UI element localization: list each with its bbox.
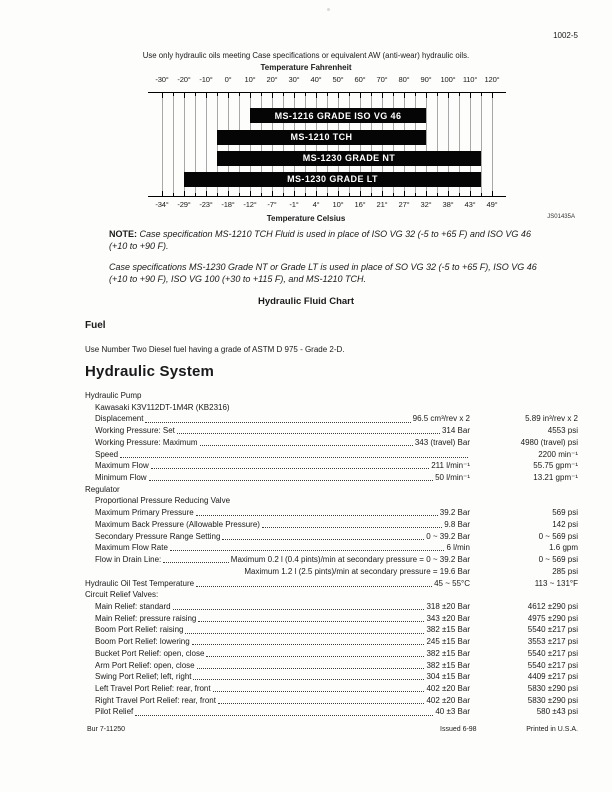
axis-tick: [437, 193, 438, 196]
axis-tick: [206, 93, 207, 98]
axis-tick: [404, 191, 405, 196]
spec-label: Circuit Relief Valves:: [85, 590, 159, 600]
spec-row: [85, 624, 578, 636]
spec-label: Secondary Pressure Range Setting: [95, 531, 221, 541]
spec-leader-dots: [198, 613, 424, 622]
axis-tick: [470, 191, 471, 196]
fahrenheit-tick-label: 20°: [266, 75, 278, 84]
spec-imperial-value: 0 ~ 569 psi: [538, 531, 578, 541]
fluid-range-bar: [217, 151, 481, 166]
axis-tick: [228, 93, 229, 98]
chart-intro-text: Use only hydraulic oils meeting Case specifications or equivalent AW (anti-wear) hydraulic oils.: [142, 51, 470, 60]
fahrenheit-tick-label: 60°: [354, 75, 366, 84]
fahrenheit-tick-label: -30°: [155, 75, 169, 84]
axis-tick: [327, 93, 328, 96]
axis-tick: [459, 193, 460, 196]
spec-label: Flow in Drain Line:: [95, 555, 162, 565]
axis-tick: [371, 93, 372, 96]
axis-tick: [283, 193, 284, 196]
note-paragraph-2: [109, 262, 541, 285]
axis-tick: [217, 193, 218, 196]
spec-metric-value: 45 ~ 55°C: [434, 578, 470, 588]
fluid-range-bar-label: MS-1230 GRADE LT: [287, 174, 378, 184]
fluid-range-bar: [217, 130, 426, 145]
spec-row: [85, 578, 578, 590]
hydraulic-system-heading: Hydraulic System: [85, 363, 215, 380]
axis-tick: [294, 191, 295, 196]
spec-leader-dots: [151, 460, 429, 469]
fuel-body-text: Use Number Two Diesel fuel having a grade of ASTM D 975 - Grade 2-D.: [85, 345, 345, 354]
spec-metric-value: 304 ±15 Bar: [426, 672, 470, 682]
note-text: Case specifications MS-1230 Grade NT or Grade LT is used in place of SO VG 32 (-5 to +65 F), ISO VG 46 (+10 to +90 F), ISO VG 100 (+30 to +115 F), and MS-1210 TCH.: [109, 262, 537, 284]
figure-code: JS01435A: [547, 214, 575, 220]
spec-leader-space: [97, 566, 242, 578]
celsius-tick-label: -18°: [221, 200, 235, 209]
spec-label: Arm Port Relief: open, close: [95, 660, 195, 670]
spec-row: [85, 425, 578, 437]
spec-imperial-value: 142 psi: [552, 519, 578, 529]
axis-tick: [426, 191, 427, 196]
spec-metric-value: 0 ~ 39.2 Bar: [426, 531, 470, 541]
spec-imperial-value: 0 ~ 569 psi: [538, 555, 578, 565]
axis-tick: [228, 191, 229, 196]
spec-imperial-value: 5540 ±217 psi: [527, 625, 578, 635]
spec-imperial-value: 1.6 gpm: [549, 543, 578, 553]
spec-leader-dots: [196, 578, 432, 587]
spec-leader-dots: [135, 706, 433, 715]
spec-leader-dots: [213, 683, 425, 692]
axis-tick: [305, 93, 306, 96]
spec-label: Maximum Back Pressure (Allowable Pressure): [95, 519, 260, 529]
axis-tick: [261, 193, 262, 196]
spec-row: [85, 683, 578, 695]
axis-tick: [206, 191, 207, 196]
spec-metric-value: 343 (travel) Bar: [414, 437, 470, 447]
axis-tick: [239, 93, 240, 96]
axis-tick: [250, 93, 251, 98]
spec-leader-dots: [145, 413, 410, 422]
spec-imperial-value: 4975 ±290 psi: [527, 613, 578, 623]
spec-leader-dots: [193, 671, 424, 680]
spec-label: Regulator: [85, 484, 120, 494]
fahrenheit-tick-label: 10°: [244, 75, 256, 84]
spec-leader-dots: [196, 507, 438, 516]
fluid-range-bar: [184, 172, 481, 187]
spec-row: [85, 402, 578, 414]
spec-imperial-value: 4409 ±217 psi: [527, 672, 578, 682]
spec-row: [85, 695, 578, 707]
spec-rows: [85, 390, 578, 718]
celsius-tick-label: 4°: [312, 200, 320, 209]
axis-tick: [272, 93, 273, 98]
spec-imperial-value: 3553 ±217 psi: [527, 637, 578, 647]
celsius-tick-label: -7°: [267, 200, 277, 209]
fahrenheit-tick-label: 50°: [332, 75, 344, 84]
fahrenheit-tick-label: 0°: [224, 75, 232, 84]
fahrenheit-tick-label: 40°: [310, 75, 322, 84]
spec-imperial-value: [470, 589, 578, 601]
spec-row: [85, 472, 578, 484]
spec-imperial-value: 13.21 gpm⁻¹: [533, 473, 578, 483]
spec-metric-value: 6 l/min: [446, 543, 470, 553]
spec-metric-value: Maximum 0.2 l (0.4 pints)/min at secondary pressure = 0 ~ 39.2 Bar: [230, 555, 470, 565]
spec-metric-value: 50 l/min⁻¹: [435, 473, 470, 483]
spec-imperial-value: [470, 484, 578, 496]
axis-tick: [459, 93, 460, 96]
spec-leader-dots: [218, 695, 425, 704]
axis-tick: [184, 191, 185, 196]
spec-label: Working Pressure: Maximum: [95, 437, 198, 447]
spec-label: Main Relief: pressure raising: [95, 613, 197, 623]
axis-tick: [349, 93, 350, 96]
axis-tick: [272, 191, 273, 196]
spec-metric-value: 40 ±3 Bar: [435, 707, 470, 717]
spec-imperial-value: 4980 (travel) psi: [520, 437, 578, 447]
fahrenheit-tick-label: 100°: [440, 75, 456, 84]
spec-metric-value: 9.8 Bar: [444, 519, 470, 529]
axis-tick: [250, 191, 251, 196]
fahrenheit-tick-label: 30°: [288, 75, 300, 84]
spec-row: [85, 671, 578, 683]
spec-leader-dots: [197, 660, 425, 669]
fluid-chart: [0, 0, 612, 228]
spec-row: [85, 601, 578, 613]
spec-row: [85, 495, 578, 507]
gridline: [481, 93, 482, 196]
spec-label: Pilot Relief: [95, 707, 134, 717]
axis-tick: [294, 93, 295, 98]
spec-metric-value: 402 ±20 Bar: [426, 695, 470, 705]
spec-imperial-value: 2200 min⁻¹: [538, 449, 578, 459]
celsius-tick-label: 10°: [332, 200, 344, 209]
spec-label: Maximum Primary Pressure: [95, 508, 194, 518]
axis-tick: [316, 93, 317, 98]
note-paragraph: [109, 229, 541, 252]
axis-tick: [371, 193, 372, 196]
axis-tick: [184, 93, 185, 98]
celsius-axis-title: Temperature Celsius: [266, 214, 346, 223]
axis-tick: [492, 93, 493, 98]
axis-tick: [382, 93, 383, 98]
axis-tick: [162, 93, 163, 98]
gridline: [492, 93, 493, 196]
spec-metric-value: 343 ±20 Bar: [426, 613, 470, 623]
spec-label: Displacement: [95, 414, 144, 424]
spec-label: Hydraulic Pump: [85, 391, 142, 400]
spec-row: [85, 542, 578, 554]
spec-metric-value: 314 Bar: [441, 426, 470, 436]
spec-imperial-value: 4612 ±290 psi: [527, 601, 578, 611]
fahrenheit-tick-label: 70°: [376, 75, 388, 84]
axis-tick: [393, 93, 394, 96]
axis-tick: [448, 93, 449, 98]
celsius-tick-label: -34°: [155, 200, 169, 209]
spec-leader-dots: [120, 449, 468, 458]
axis-tick: [426, 93, 427, 98]
spec-row: [85, 484, 578, 496]
spec-imperial-value: 5830 ±290 psi: [527, 683, 578, 693]
fahrenheit-tick-label: 80°: [398, 75, 410, 84]
spec-leader-dots: [262, 519, 442, 528]
axis-tick: [173, 93, 174, 96]
spec-row: [85, 589, 578, 601]
celsius-tick-label: 27°: [398, 200, 410, 209]
spec-metric-value: 382 ±15 Bar: [426, 648, 470, 658]
spec-row: [85, 636, 578, 648]
footer-issue-date: Issued 6-98: [440, 726, 477, 733]
spec-leader-dots: [149, 472, 434, 481]
spec-label: Boom Port Relief: raising: [95, 625, 184, 635]
spec-row: [85, 531, 578, 543]
spec-imperial-value: 5540 ±217 psi: [527, 660, 578, 670]
axis-tick: [393, 193, 394, 196]
spec-label: Bucket Port Relief: open, close: [95, 648, 205, 658]
spec-metric-value: 318 ±20 Bar: [426, 601, 470, 611]
footer-form-number: Bur 7-11250: [87, 726, 126, 733]
spec-row: [85, 460, 578, 472]
axis-tick: [448, 191, 449, 196]
chart-caption: Hydraulic Fluid Chart: [257, 296, 355, 307]
spec-imperial-value: 5540 ±217 psi: [527, 648, 578, 658]
celsius-tick-label: -23°: [199, 200, 213, 209]
celsius-tick-label: 43°: [464, 200, 476, 209]
axis-tick: [239, 193, 240, 196]
spec-label: Proportional Pressure Reducing Valve: [95, 496, 231, 506]
spec-leader-dots: [170, 542, 445, 551]
axis-tick: [338, 191, 339, 196]
spec-row: [85, 613, 578, 625]
celsius-tick-label: 21°: [376, 200, 388, 209]
spec-leader-dots: [173, 601, 425, 610]
celsius-tick-label: -1°: [289, 200, 299, 209]
spec-label: Working Pressure: Set: [95, 426, 175, 436]
fahrenheit-tick-label: 90°: [420, 75, 432, 84]
celsius-tick-label: 32°: [420, 200, 432, 209]
spec-imperial-value: [470, 402, 578, 414]
spec-label: Hydraulic Oil Test Temperature: [85, 578, 195, 588]
axis-tick: [316, 191, 317, 196]
fahrenheit-tick-label: -10°: [199, 75, 213, 84]
spec-label: Main Relief: standard: [95, 601, 171, 611]
fluid-range-bar-label: MS-1216 GRADE ISO VG 46: [274, 110, 402, 121]
page-number: 1002-5: [553, 31, 578, 40]
axis-tick: [327, 193, 328, 196]
spec-imperial-value: 580 ±43 psi: [536, 707, 578, 717]
axis-tick: [305, 193, 306, 196]
axis-tick: [338, 93, 339, 98]
axis-tick: [481, 193, 482, 196]
note-text: Case specification MS-1210 TCH Fluid is used in place of ISO VG 32 (-5 to +65 F) and ISO VG 46 (+10 to +90 F).: [109, 229, 531, 251]
spec-label: Left Travel Port Relief: rear, front: [95, 683, 211, 693]
spec-leader-dots: [163, 554, 229, 563]
spec-metric-value: Maximum 1.2 l (2.5 pints)/min at secondary pressure = 19.6 Bar: [244, 566, 470, 576]
axis-tick: [349, 193, 350, 196]
spec-leader-dots: [222, 531, 424, 540]
gridline: [173, 93, 174, 196]
spec-label: Kawasaki K3V112DT-1M4R (KB2316): [95, 402, 230, 412]
fluid-range-bar: [250, 108, 426, 123]
axis-tick: [283, 93, 284, 96]
spec-row: [85, 507, 578, 519]
fahrenheit-tick-label: 120°: [484, 75, 500, 84]
spec-label: Right Travel Port Relief: rear, front: [95, 695, 216, 705]
spec-metric-value: 382 ±15 Bar: [426, 625, 470, 635]
axis-tick: [404, 93, 405, 98]
spec-leader-dots: [206, 648, 424, 657]
spec-imperial-value: 5.89 in³/rev x 2: [525, 414, 578, 424]
spec-imperial-value: 55.75 gpm⁻¹: [533, 461, 578, 471]
spec-metric-value: 382 ±15 Bar: [426, 660, 470, 670]
celsius-tick-label: 16°: [354, 200, 366, 209]
spec-leader-dots: [177, 425, 440, 434]
axis-tick: [217, 93, 218, 96]
spec-leader-dots: [185, 624, 424, 633]
fahrenheit-tick-label: 110°: [462, 75, 478, 84]
spec-label: Maximum Flow Rate: [95, 543, 168, 553]
spec-imperial-value: [470, 495, 578, 507]
axis-tick: [492, 191, 493, 196]
celsius-tick-label: 38°: [442, 200, 454, 209]
spec-leader-dots: [192, 636, 425, 645]
axis-tick: [360, 191, 361, 196]
axis-tick: [415, 93, 416, 96]
footer-printed-note: Printed in U.S.A.: [526, 726, 578, 733]
spec-label: Boom Port Relief: lowering: [95, 637, 190, 647]
axis-tick: [162, 191, 163, 196]
fluid-range-bar-label: MS-1230 GRADE NT: [302, 153, 396, 163]
spec-imperial-value: [470, 390, 578, 402]
celsius-tick-label: -12°: [243, 200, 257, 209]
spec-metric-value: 245 ±15 Bar: [426, 637, 470, 647]
fluid-range-bar-label: MS-1210 TCH: [290, 132, 353, 142]
note-label: NOTE:: [109, 229, 137, 239]
celsius-tick-label: 49°: [486, 200, 498, 209]
axis-tick: [437, 93, 438, 96]
axis-tick: [173, 193, 174, 196]
spec-leader-dots: [200, 437, 413, 446]
axis-tick: [360, 93, 361, 98]
spec-imperial-value: 569 psi: [552, 508, 578, 518]
spec-row: [85, 413, 578, 425]
spec-imperial-value: 113 ~ 131°F: [534, 578, 578, 588]
spec-metric-value: 96.5 cm³/rev x 2: [412, 414, 470, 424]
spec-row: [85, 519, 578, 531]
spec-row: [85, 648, 578, 660]
gridline: [162, 93, 163, 196]
spec-label: [85, 566, 95, 578]
spec-metric-value: 39.2 Bar: [439, 508, 470, 518]
spec-label: Speed: [95, 449, 119, 459]
axis-tick: [195, 193, 196, 196]
spec-imperial-value: 285 psi: [552, 566, 578, 576]
spec-row: [85, 449, 578, 461]
axis-tick: [195, 93, 196, 96]
spec-imperial-value: 4553 psi: [547, 426, 578, 436]
axis-tick: [382, 191, 383, 196]
spec-label: Minimum Flow: [95, 473, 147, 483]
axis-tick: [481, 93, 482, 96]
spec-row: [85, 437, 578, 449]
spec-label: Maximum Flow: [95, 461, 149, 471]
spec-row: [85, 660, 578, 672]
fahrenheit-axis-title: Temperature Fahrenheit: [260, 63, 352, 72]
spec-imperial-value: 5830 ±290 psi: [527, 695, 578, 705]
spec-metric-value: 402 ±20 Bar: [426, 683, 470, 693]
spec-row: [85, 554, 578, 566]
axis-tick: [261, 93, 262, 96]
celsius-tick-label: -29°: [177, 200, 191, 209]
spec-label: Swing Port Relief; left, right: [95, 672, 192, 682]
spec-row: [85, 566, 578, 578]
axis-tick: [470, 93, 471, 98]
celsius-axis-line: [148, 196, 506, 197]
axis-tick: [415, 193, 416, 196]
fahrenheit-tick-label: -20°: [177, 75, 191, 84]
spec-row: [85, 390, 578, 402]
fuel-section-heading: Fuel: [85, 320, 106, 331]
spec-row: [85, 706, 578, 718]
spec-metric-value: 211 l/min⁻¹: [431, 461, 470, 471]
